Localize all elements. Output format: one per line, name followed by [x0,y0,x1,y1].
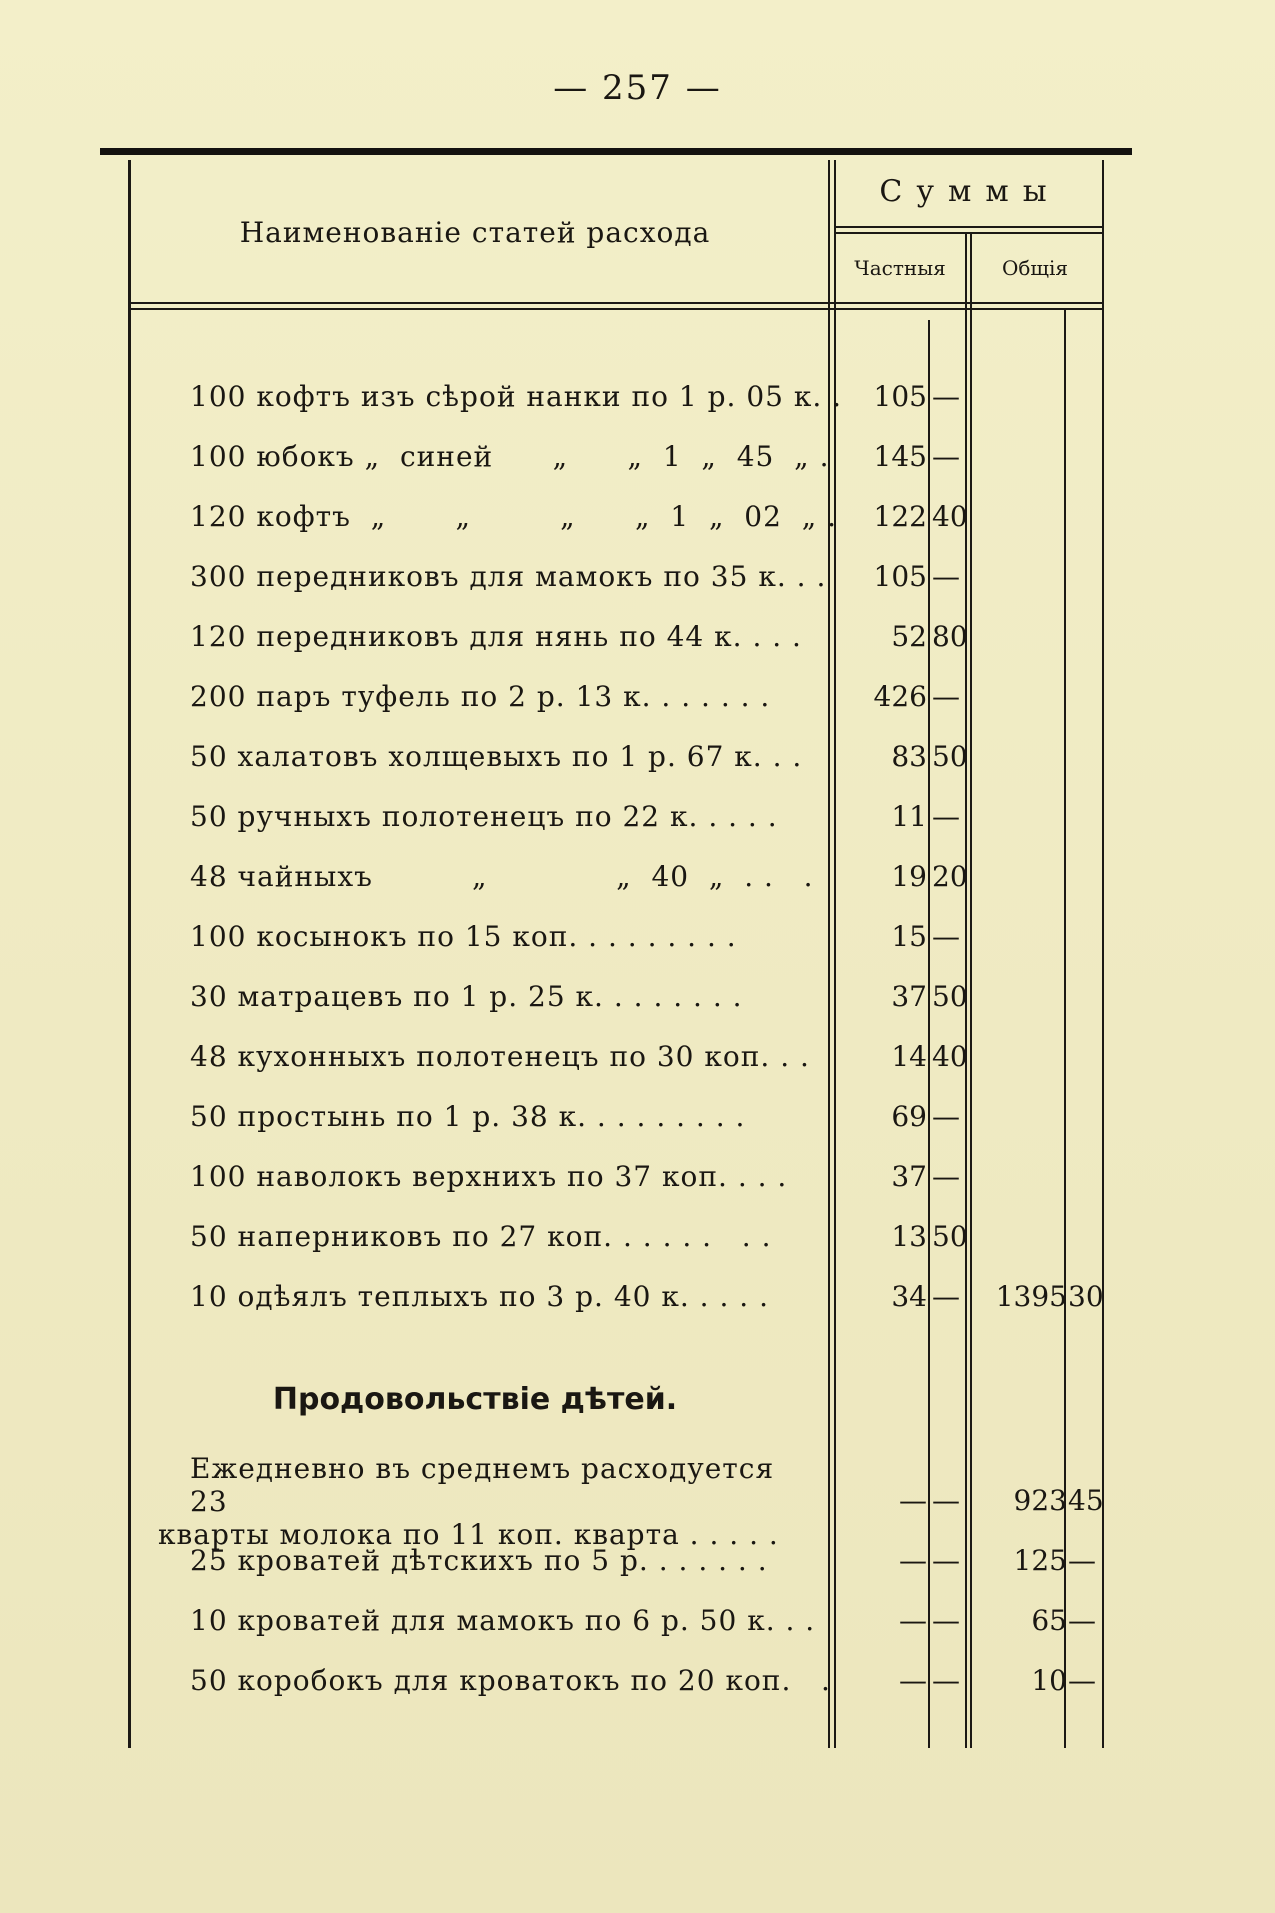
private-kopecks: — [932,800,960,833]
general-kopecks: 45 [1068,1484,1104,1517]
private-kopecks: 50 [932,740,968,773]
table-row [0,1544,1275,1584]
row-label: 200 паръ туфель по 2 р. 13 к. . . . . . . [190,680,771,713]
general-kopecks: — [1068,1664,1096,1697]
table-row [0,920,1275,960]
table-row [0,1484,1275,1524]
milk-line-2: кварты молока по 11 коп. кварта . . . . . [158,1518,779,1551]
row-label: 50 коробокъ для кроватокъ по 20 коп. . [190,1664,831,1697]
private-rubles: 37 [891,1160,927,1193]
row-label: 10 одѣялъ теплыхъ по 3 р. 40 к. . . . . [190,1280,769,1313]
private-kopecks: — [932,1100,960,1133]
row-label: 100 наволокъ верхнихъ по 37 коп. . . . [190,1160,788,1193]
private-kopecks: — [932,1484,960,1517]
private-kopecks: 40 [932,500,968,533]
general-rubles: 10 [1031,1664,1067,1697]
row-label: 120 передниковъ для нянь по 44 к. . . . [190,620,802,653]
private-rubles: 52 [891,620,927,653]
private-rubles: 15 [891,920,927,953]
section-title: Продовольствіе дѣтей. [272,1382,678,1417]
table-row [0,560,1275,600]
private-kopecks: — [932,1280,960,1313]
private-kopecks: — [932,1544,960,1577]
private-rubles: 34 [891,1280,927,1313]
table-row [0,680,1275,720]
table-row [0,1220,1275,1260]
table-row [0,1160,1275,1200]
table-row [0,1664,1275,1704]
private-kopecks: — [932,680,960,713]
table-row [0,500,1275,540]
row-label: 10 кроватей для мамокъ по 6 р. 50 к. . . [190,1604,816,1637]
private-rubles: — [899,1664,927,1697]
row-label: 100 юбокъ „ синей „ „ 1 „ 45 „ . [190,440,830,473]
table-row [0,1040,1275,1080]
private-rubles: 145 [873,440,927,473]
private-kopecks: — [932,1604,960,1637]
row-label: 50 наперниковъ по 27 коп. . . . . . . . [190,1220,772,1253]
private-kopecks: — [932,1160,960,1193]
private-rubles: 14 [891,1040,927,1073]
column-header-item: Наименованіе статей расхода [239,216,711,249]
general-rubles: 923 [1013,1484,1067,1517]
table-row [0,1280,1275,1320]
column-header-general: Общія [1001,256,1069,280]
table-row [0,1604,1275,1644]
private-kopecks: 40 [932,1040,968,1073]
private-kopecks: 50 [932,980,968,1013]
table-row [0,980,1275,1020]
private-rubles: 13 [891,1220,927,1253]
general-rubles: 1395 [995,1280,1067,1313]
sums-rule [835,226,1103,228]
column-header-private: Частныя [854,256,946,280]
table-row [0,740,1275,780]
general-kopecks: — [1068,1604,1096,1637]
milk-line-1: Ежедневно въ среднемъ расходуется 23 [190,1452,775,1518]
row-label: 50 простынь по 1 р. 38 к. . . . . . . . . [190,1100,746,1133]
row-label: 25 кроватей дѣтскихъ по 5 р. . . . . . . [190,1544,768,1577]
private-rubles: 105 [873,560,927,593]
private-rubles: — [899,1484,927,1517]
header-rule [130,302,1102,304]
private-rubles: 83 [891,740,927,773]
private-rubles: 11 [891,800,927,833]
private-kopecks: — [932,920,960,953]
private-rubles: 105 [873,380,927,413]
table-row [0,620,1275,660]
private-rubles: 69 [891,1100,927,1133]
row-label: 100 кофтъ изъ сѣрой нанки по 1 р. 05 к. . [190,380,843,413]
row-label: 30 матрацевъ по 1 р. 25 к. . . . . . . . [190,980,743,1013]
table-row [0,860,1275,900]
row-label: 300 передниковъ для мамокъ по 35 к. . . [190,560,827,593]
private-kopecks: 50 [932,1220,968,1253]
column-header-sums: Суммы [879,174,1061,209]
private-kopecks: — [932,440,960,473]
private-kopecks: 80 [932,620,968,653]
header-rule-double [130,308,1102,310]
table-row [0,1100,1275,1140]
general-kopecks: — [1068,1544,1096,1577]
row-label: 50 халатовъ холщевыхъ по 1 р. 67 к. . . [190,740,803,773]
private-rubles: — [899,1544,927,1577]
row-label: 50 ручныхъ полотенецъ по 22 к. . . . . [190,800,778,833]
table-row [0,800,1275,840]
row-label: 100 косынокъ по 15 коп. . . . . . . . . [190,920,737,953]
page-number: — 257 — [553,68,722,108]
sums-rule-double [835,232,1103,234]
private-kopecks: — [932,380,960,413]
row-label: 120 кофтъ „ „ „ „ 1 „ 02 „ . [190,500,838,533]
top-rule [100,148,1132,155]
private-rubles: 37 [891,980,927,1013]
private-rubles: 19 [891,860,927,893]
table-row [0,440,1275,480]
table-row [0,380,1275,420]
general-kopecks: 30 [1068,1280,1104,1313]
private-rubles: — [899,1604,927,1637]
general-rubles: 65 [1031,1604,1067,1637]
row-label: 48 кухонныхъ полотенецъ по 30 коп. . . [190,1040,810,1073]
private-kopecks: — [932,560,960,593]
private-kopecks: — [932,1664,960,1697]
row-label: 48 чайныхъ „ „ 40 „ . . . [190,860,814,893]
private-rubles: 122 [873,500,927,533]
private-kopecks: 20 [932,860,968,893]
private-rubles: 426 [873,680,927,713]
general-rubles: 125 [1013,1544,1067,1577]
